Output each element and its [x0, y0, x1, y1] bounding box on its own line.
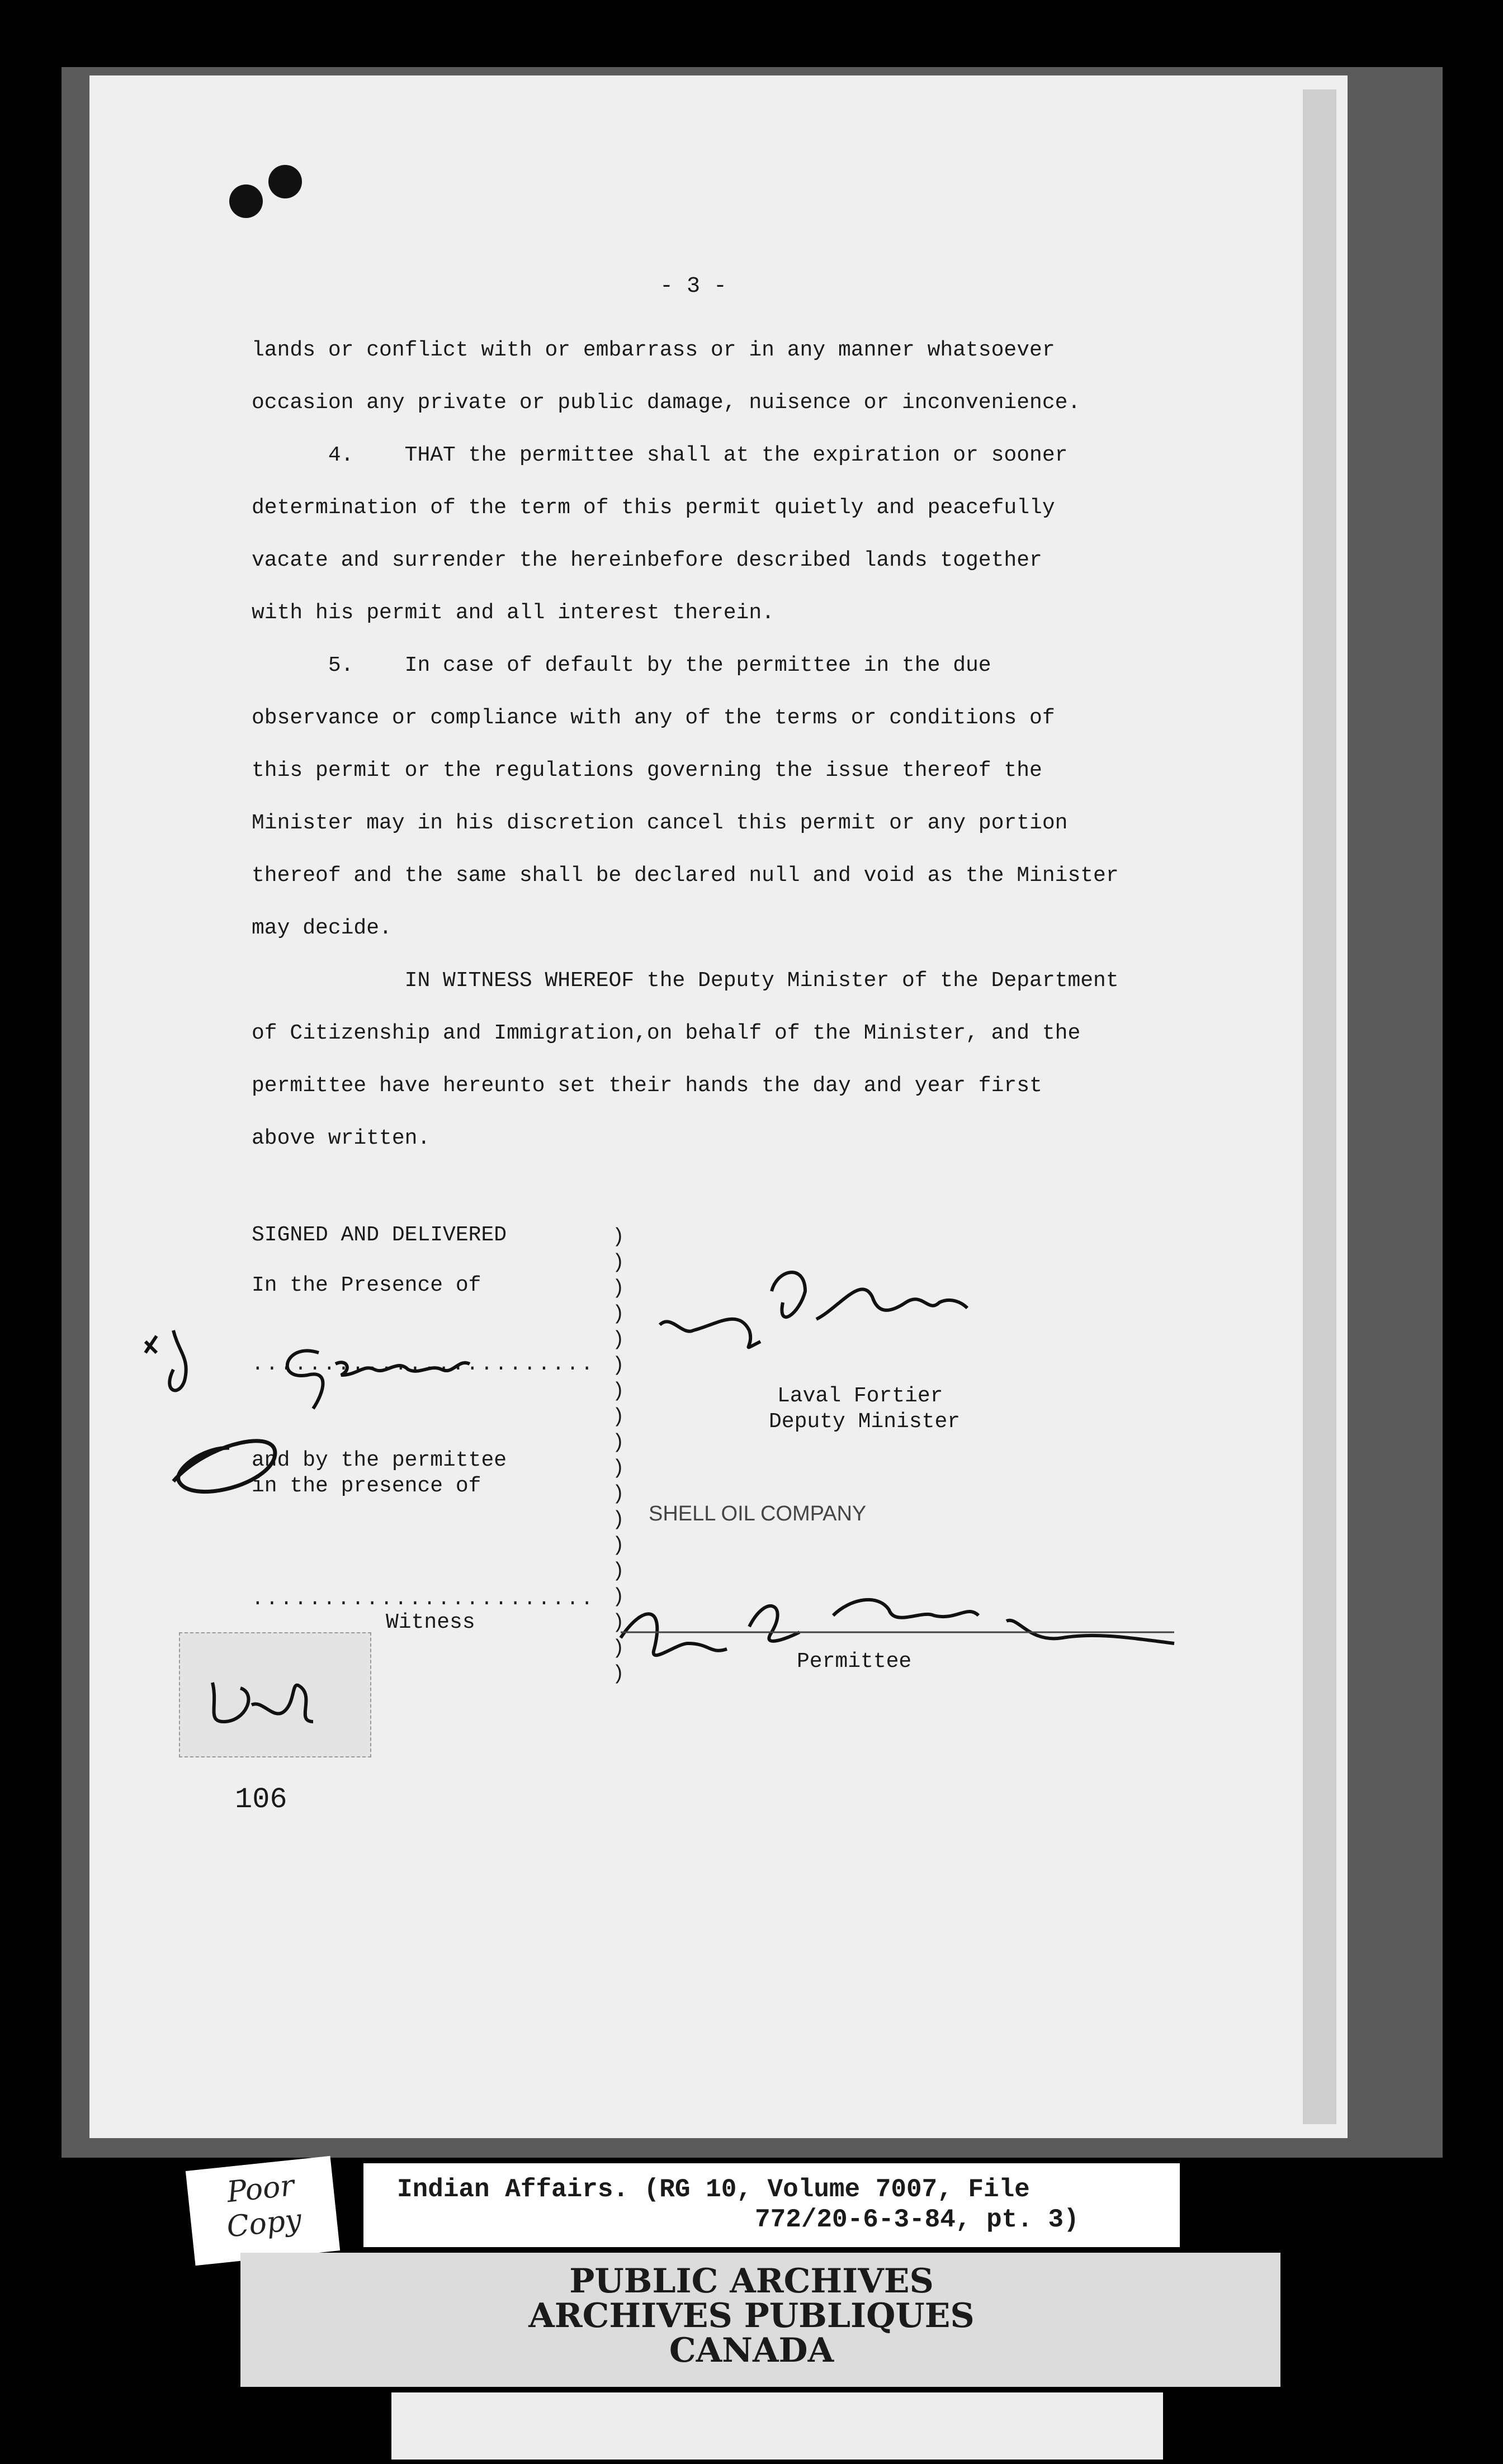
permit-body	[252, 324, 1202, 1165]
page-number: 106	[235, 1783, 287, 1816]
witness-label: Witness	[386, 1610, 475, 1634]
frame-tab	[1194, 2180, 1230, 2247]
body-line: observance or compliance with any of the terms or conditions of	[252, 706, 1055, 730]
archives-line: CANADA	[669, 2331, 834, 2370]
company-stamp: SHELL OIL COMPANY	[649, 1502, 867, 1525]
body-line: Minister may in his discretion cancel this permit or any portion	[252, 811, 1068, 835]
body-line: with his permit and all interest therein.	[252, 601, 774, 625]
witness-line-2: ........................	[252, 1588, 595, 1610]
witness-line-1: ........................	[252, 1353, 595, 1376]
body-line: above written.	[252, 1126, 431, 1150]
poor-copy-label: Poor Copy	[186, 2156, 340, 2266]
initials-icon	[201, 1671, 347, 1738]
archive-reference-line: 772/20-6-3-84, pt. 3)	[755, 2205, 1079, 2234]
deputy-name: Laval Fortier	[777, 1384, 943, 1408]
in-presence-label: in the presence of	[252, 1474, 481, 1498]
archives-line: ARCHIVES PUBLIQUES	[528, 2296, 975, 2335]
signature-divider: ) ) ) ) ) ) ) ) ) ) ) ) ) ) ) ) ) )	[612, 1225, 625, 1685]
body-line: IN WITNESS WHEREOF the Deputy Minister of the Department	[252, 969, 1119, 993]
body-line: permittee have hereunto set their hands the day and year first	[252, 1074, 1042, 1098]
archive-reference	[397, 2174, 1079, 2235]
page-marker: - 3 -	[660, 274, 727, 299]
by-permittee-label: and by the permittee	[252, 1448, 507, 1472]
body-line: of Citizenship and Immigration,on behalf of the Minister, and the	[252, 1021, 1081, 1045]
page-edge-shadow	[1303, 89, 1336, 2124]
bottom-strip	[391, 2392, 1163, 2460]
public-archives-stamp	[0, 2264, 1503, 2368]
body-line: 5. In case of default by the permittee in the due	[252, 653, 991, 677]
body-line: 4. THAT the permittee shall at the expiration or sooner	[252, 443, 1068, 467]
body-line: thereof and the same shall be declared null and void as the Minister	[252, 864, 1119, 888]
body-line: determination of the term of this permit quietly and peacefully	[252, 496, 1055, 520]
body-line: vacate and surrender the hereinbefore described lands together	[252, 548, 1042, 572]
presence-label: In the Presence of	[252, 1273, 481, 1297]
deputy-title: Deputy Minister	[769, 1410, 961, 1434]
body-line: may decide.	[252, 916, 392, 940]
permittee-label: Permittee	[797, 1650, 912, 1674]
archive-reference-line: Indian Affairs. (RG 10, Volume 7007, File	[397, 2175, 1030, 2204]
body-line: occasion any private or public damage, nuisence or inconvenience.	[252, 391, 1081, 415]
body-line: lands or conflict with or embarrass or in any manner whatsoever	[252, 338, 1055, 362]
archives-line: PUBLIC ARCHIVES	[569, 2262, 934, 2301]
punch-hole-icon	[229, 184, 263, 218]
deputy-signature-icon	[649, 1258, 995, 1370]
witness-signature-icon	[134, 1319, 626, 1520]
body-line: this permit or the regulations governing the issue thereof the	[252, 759, 1042, 783]
signed-delivered-label: SIGNED AND DELIVERED	[252, 1223, 507, 1247]
punch-hole-icon	[268, 165, 302, 198]
